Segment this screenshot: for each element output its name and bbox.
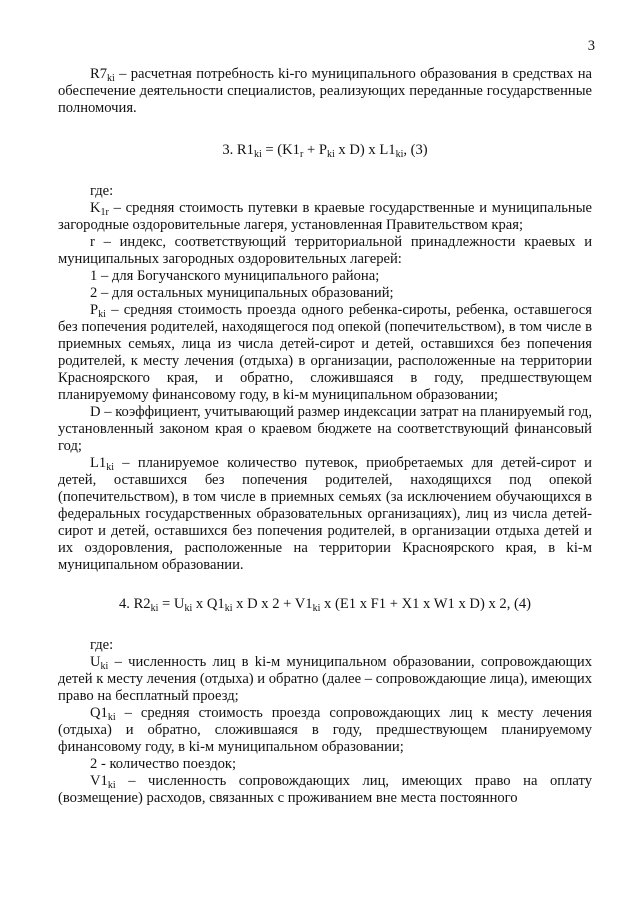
formula-3: 3. $R1_{ki} = (K1_r + P_{ki}$ x D) x $L1_{ki}$, (3): [222, 142, 428, 160]
paragraph-r7: [58, 66, 592, 117]
paragraph-l1ki: $L1_{ki}$ – планируемое количество путевок, приобретаемых для детей-сирот и детей, оставшихся без попечения родителей, находящихся под опекой (попечительством), в том числе в приемных семьях (за исключением обучающихся в федеральных государственных образовательных организациях), лиц из числа детей-сирот и детей, оставшихся без попечения родителей, в организации отдыха детей и их оздоровления, расположенные на территории Красноярского края, в ki-м муниципальном образовании.: [58, 455, 592, 573]
where-label: где:: [90, 183, 114, 199]
page-number: 3: [587, 38, 595, 54]
paragraph-item-1: 1 – для Богучанского муниципального района;: [90, 268, 380, 284]
formula-4: 4. $R2_{ki} = U_{ki}$ x $Q1_{ki}$ x D x $2 + V1_{ki}$ x (E1 x F1 + X1 x W1 x D) x 2, (4): [118, 596, 532, 614]
subscript: ki: [107, 73, 115, 84]
paragraph-q1ki: $Q1_{ki}$ – средняя стоимость проезда сопровождающих лиц к месту лечения (отдыха) и обратно, сложившаяся в году, предшествующем планируемому финансовому году, в ki-м муниципальном образовании;: [58, 705, 592, 755]
paragraph-v1ki: $V1_{ki}$ – численность сопровождающих лиц, имеющих право на оплату (возмещение) расходов, связанных с проживанием вне места постоянного: [58, 773, 592, 806]
paragraph-k1r: $K_{1r}$ – средняя стоимость путевки в краевые государственные и муниципальные загородные оздоровительные лагеря, установленная Правительством края;: [58, 200, 592, 233]
paragraph-index-r: r – индекс, соответствующий территориальной принадлежности краевых и муниципальных загородных оздоровительных лагерей:: [58, 234, 592, 267]
paragraph-pki: $P_{ki}$ – средняя стоимость проезда одного ребенка-сироты, ребенка, оставшегося без попечения родителей, находящегося под опекой (попечительством), в том числе в приемных семьях, лица из числа детей-сирот и детей, оставшихся без попечения родителей, к месту лечения (отдыха) в организации, расположенные на территории Красноярского края, и обратно, сложившаяся в году, предшествующем планируемому финансовому году, в ki-м муниципальном образовании;: [58, 302, 592, 403]
paragraph-uki: $U_{ki}$ – численность лиц в ki-м муниципальном образовании, сопровождающих детей к месту лечения (отдыха) и обратно (далее – сопровождающие лица), имеющих право на бесплатный проезд;: [58, 654, 593, 704]
where-label-2: где:: [90, 637, 114, 653]
symbol: R7: [90, 66, 108, 82]
document-body: [58, 66, 592, 807]
paragraph-item-2: 2 – для остальных муниципальных образований;: [90, 285, 394, 301]
paragraph-d: D – коэффициент, учитывающий размер индексации затрат на планируемый год, установленный законом края о краевом бюджете на соответствующий финансовый год;: [58, 404, 592, 454]
paragraph-trips: 2 - количество поездок;: [90, 756, 237, 772]
paragraph-text: – расчетная потребность ki-го муниципального образования в средствах на обеспечение деятельности специалистов, реализующих переданные государственные полномочия.: [58, 66, 592, 116]
